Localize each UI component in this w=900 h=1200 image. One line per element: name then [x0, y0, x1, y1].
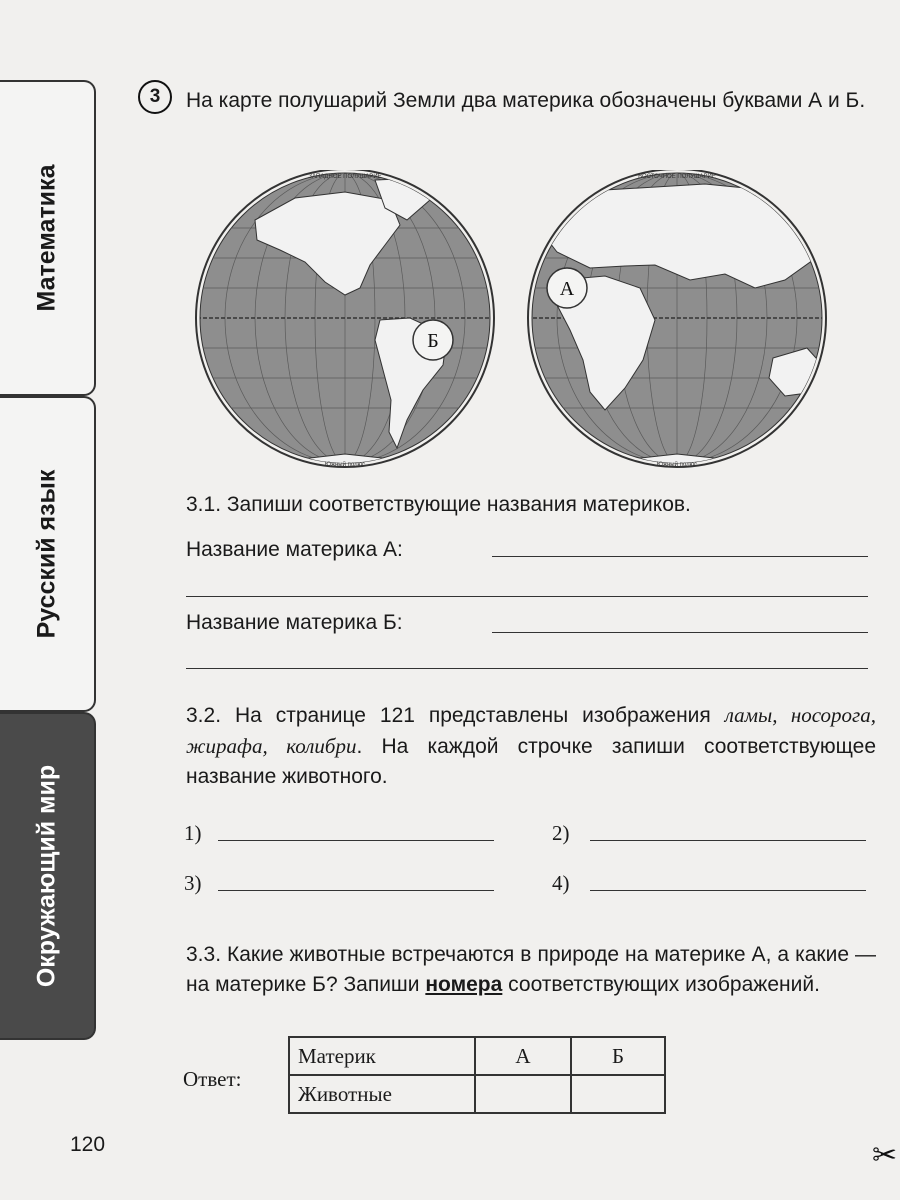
tab-world-around[interactable] [0, 712, 96, 1040]
label-a: А [559, 278, 575, 300]
q31-label-b: Название материка Б: [186, 611, 403, 634]
tab-mathematics-label: Математика [32, 164, 61, 312]
line-number-2: 2) [552, 821, 570, 845]
subject-tabs [0, 80, 100, 1040]
west-bottom-label: Южный полюс [324, 462, 366, 468]
east-title: ВОСТОЧНОЕ ПОЛУШАРИЕ [638, 174, 716, 180]
table-header-row [289, 1037, 665, 1075]
table-row [289, 1075, 665, 1113]
answer-line-b[interactable] [492, 632, 868, 633]
eastern-hemisphere [515, 170, 845, 470]
label-b: Б [427, 330, 439, 352]
tab-russian[interactable] [0, 396, 96, 712]
line-number-1: 1) [184, 821, 202, 845]
task-intro: На карте полушарий Земли два материка обозначены буквами А и Б. [186, 89, 866, 112]
q33-prompt [186, 940, 876, 1000]
tab-mathematics[interactable] [0, 80, 96, 396]
answer-table [288, 1036, 666, 1114]
q33-prompt-start: 3.3. Какие животные встречаются в природе на материке А, а какие — на материке Б? Запиши [186, 943, 876, 996]
q31-prompt: 3.1. Запиши соответствующие названия материков. [186, 493, 691, 516]
tab-russian-label: Русский язык [32, 469, 61, 639]
header-a: А [475, 1037, 571, 1075]
west-title: ЗАПАДНОЕ ПОЛУШАРИЕ [308, 174, 382, 180]
q32-prompt-end: . На каждой строчке запиши соответствующее название животного. [186, 735, 876, 788]
line-number-4: 4) [552, 871, 570, 895]
animal-line-2[interactable] [590, 840, 866, 841]
header-continent: Материк [289, 1037, 475, 1075]
q32-prompt [186, 700, 876, 792]
q31-label-a: Название материка А: [186, 538, 403, 561]
row-animals-label: Животные [289, 1075, 475, 1113]
header-b: Б [571, 1037, 665, 1075]
page-number: 120 [70, 1133, 106, 1156]
q32-animals: ламы, носорога, жирафа, колибри [186, 703, 876, 758]
animal-line-3[interactable] [218, 890, 494, 891]
animal-line-4[interactable] [590, 890, 866, 891]
answer-label: Ответ: [183, 1067, 242, 1091]
answer-line-a[interactable] [492, 556, 868, 557]
line-number-3: 3) [184, 871, 202, 895]
tab-world-around-label: Окружающий мир [32, 764, 61, 988]
q33-prompt-end: соответствующих изображений. [502, 973, 820, 996]
q32-prompt-start: 3.2. На странице 121 представлены изображения [186, 704, 725, 727]
answer-line-a-2[interactable] [186, 596, 868, 597]
task-number-badge: 3 [138, 80, 172, 114]
western-hemisphere [185, 170, 515, 470]
animal-line-1[interactable] [218, 840, 494, 841]
hemispheres-map [185, 170, 845, 470]
cell-animals-a[interactable] [475, 1075, 571, 1113]
answer-line-b-2[interactable] [186, 668, 868, 669]
cell-animals-b[interactable] [571, 1075, 665, 1113]
scissors-icon: ✂ [872, 1139, 898, 1172]
east-bottom-label: Южный полюс [656, 462, 698, 468]
q33-emphasis: номера [425, 973, 503, 996]
